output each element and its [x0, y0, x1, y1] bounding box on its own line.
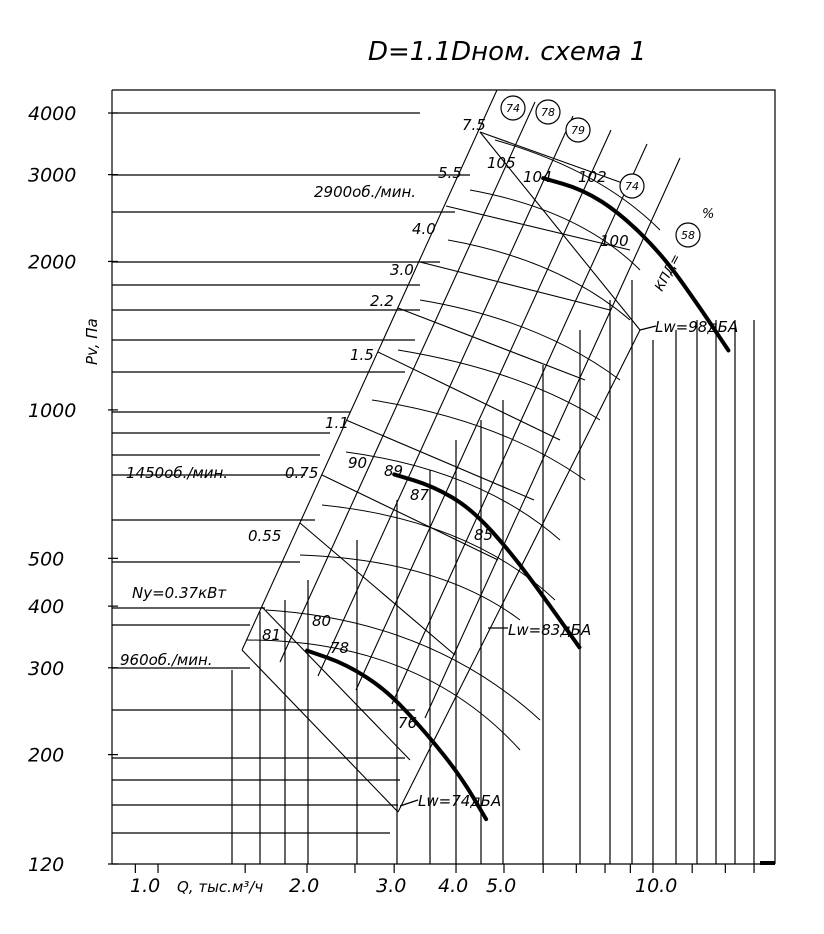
y-tick-label: 200: [28, 744, 65, 767]
efficiency-label: 100: [600, 232, 629, 250]
x-tick-label: 1.0: [130, 875, 161, 897]
efficiency-label: 85: [474, 526, 494, 544]
x-axis-label: Q, тыс.м³/ч: [177, 878, 264, 896]
power-label: 7.5: [462, 116, 486, 134]
y-tick-label: 300: [28, 657, 65, 680]
efficiency-circle-label: 74: [506, 102, 520, 115]
power-label: 5.5: [438, 164, 462, 182]
efficiency-label: 87: [410, 486, 430, 504]
efficiency-arc: [300, 555, 520, 620]
power-grid-line: [300, 523, 455, 655]
power-grid-line: [242, 650, 398, 812]
chart-title: D=1.1Dном. схема 1: [368, 37, 647, 67]
power-label: Ny=0.37кВт: [132, 584, 227, 602]
efficiency-arc: [470, 190, 640, 270]
power-label: 4.0: [412, 220, 436, 238]
power-grid-line: [262, 607, 410, 760]
y-tick-label: 1000: [28, 399, 77, 422]
noise-leader-line: [640, 326, 656, 330]
noise-label: Lw=74дБА: [418, 792, 502, 810]
vertical-grid-lines: [232, 280, 754, 864]
efficiency-axis-label: КПД=: [652, 251, 685, 294]
noise-label: Lw=83дБА: [508, 621, 592, 639]
efficiency-arc: [372, 400, 585, 480]
efficiency-arc: [246, 640, 520, 750]
power-label: 0.75: [285, 464, 319, 482]
y-tick-label: 2000: [28, 251, 77, 274]
y-tick-label: 400: [28, 596, 65, 619]
power-grid-line: [346, 420, 534, 500]
power-label: 0.55: [248, 527, 282, 545]
efficiency-circle-label: 74: [625, 180, 639, 193]
y-axis-label: Pv, Па: [83, 318, 101, 365]
corner-mark: [760, 861, 775, 865]
power-label: 1.5: [350, 346, 374, 364]
efficiency-label: 105: [487, 154, 516, 172]
efficiency-circle-label: 78: [541, 106, 555, 119]
chart-annotations: [120, 96, 775, 865]
power-label: 2.2: [370, 292, 394, 310]
efficiency-label: 104: [523, 168, 552, 186]
efficiency-label: 81: [262, 626, 282, 644]
speed-label: 960об./мин.: [120, 651, 213, 669]
power-grid-line: [398, 308, 585, 380]
y-tick-label: 120: [28, 854, 65, 876]
efficiency-label: 102: [578, 168, 607, 186]
efficiency-unit: %: [702, 207, 715, 222]
efficiency-arc: [398, 350, 600, 420]
y-tick-label: 4000: [28, 103, 77, 125]
efficiency-circle-label: 79: [571, 124, 585, 137]
speed-label: 2900об./мин.: [314, 183, 417, 201]
x-tick-label: 2.0: [289, 875, 320, 897]
efficiency-label: 89: [384, 462, 404, 480]
efficiency-label: 78: [330, 639, 350, 657]
power-label: 1.1: [325, 414, 349, 432]
efficiency-circle-label: 58: [681, 229, 695, 242]
noise-label: Lw=98дБА: [655, 318, 739, 336]
speed-label: 1450об./мин.: [126, 464, 229, 482]
efficiency-label: 76: [398, 714, 418, 732]
efficiency-label: 90: [348, 454, 368, 472]
y-tick-label: 3000: [28, 164, 77, 187]
x-tick-label: 3.0: [376, 875, 407, 897]
x-tick-label: 4.0: [438, 875, 469, 897]
x-tick-label: 10.0: [635, 875, 678, 897]
y-tick-label: 500: [28, 548, 65, 571]
efficiency-label: 80: [312, 612, 332, 630]
power-label: 3.0: [390, 261, 414, 279]
efficiency-arc: [420, 300, 620, 380]
y-tick-labels: [28, 103, 118, 876]
efficiency-arc: [266, 610, 540, 720]
x-tick-label: 5.0: [485, 875, 517, 897]
